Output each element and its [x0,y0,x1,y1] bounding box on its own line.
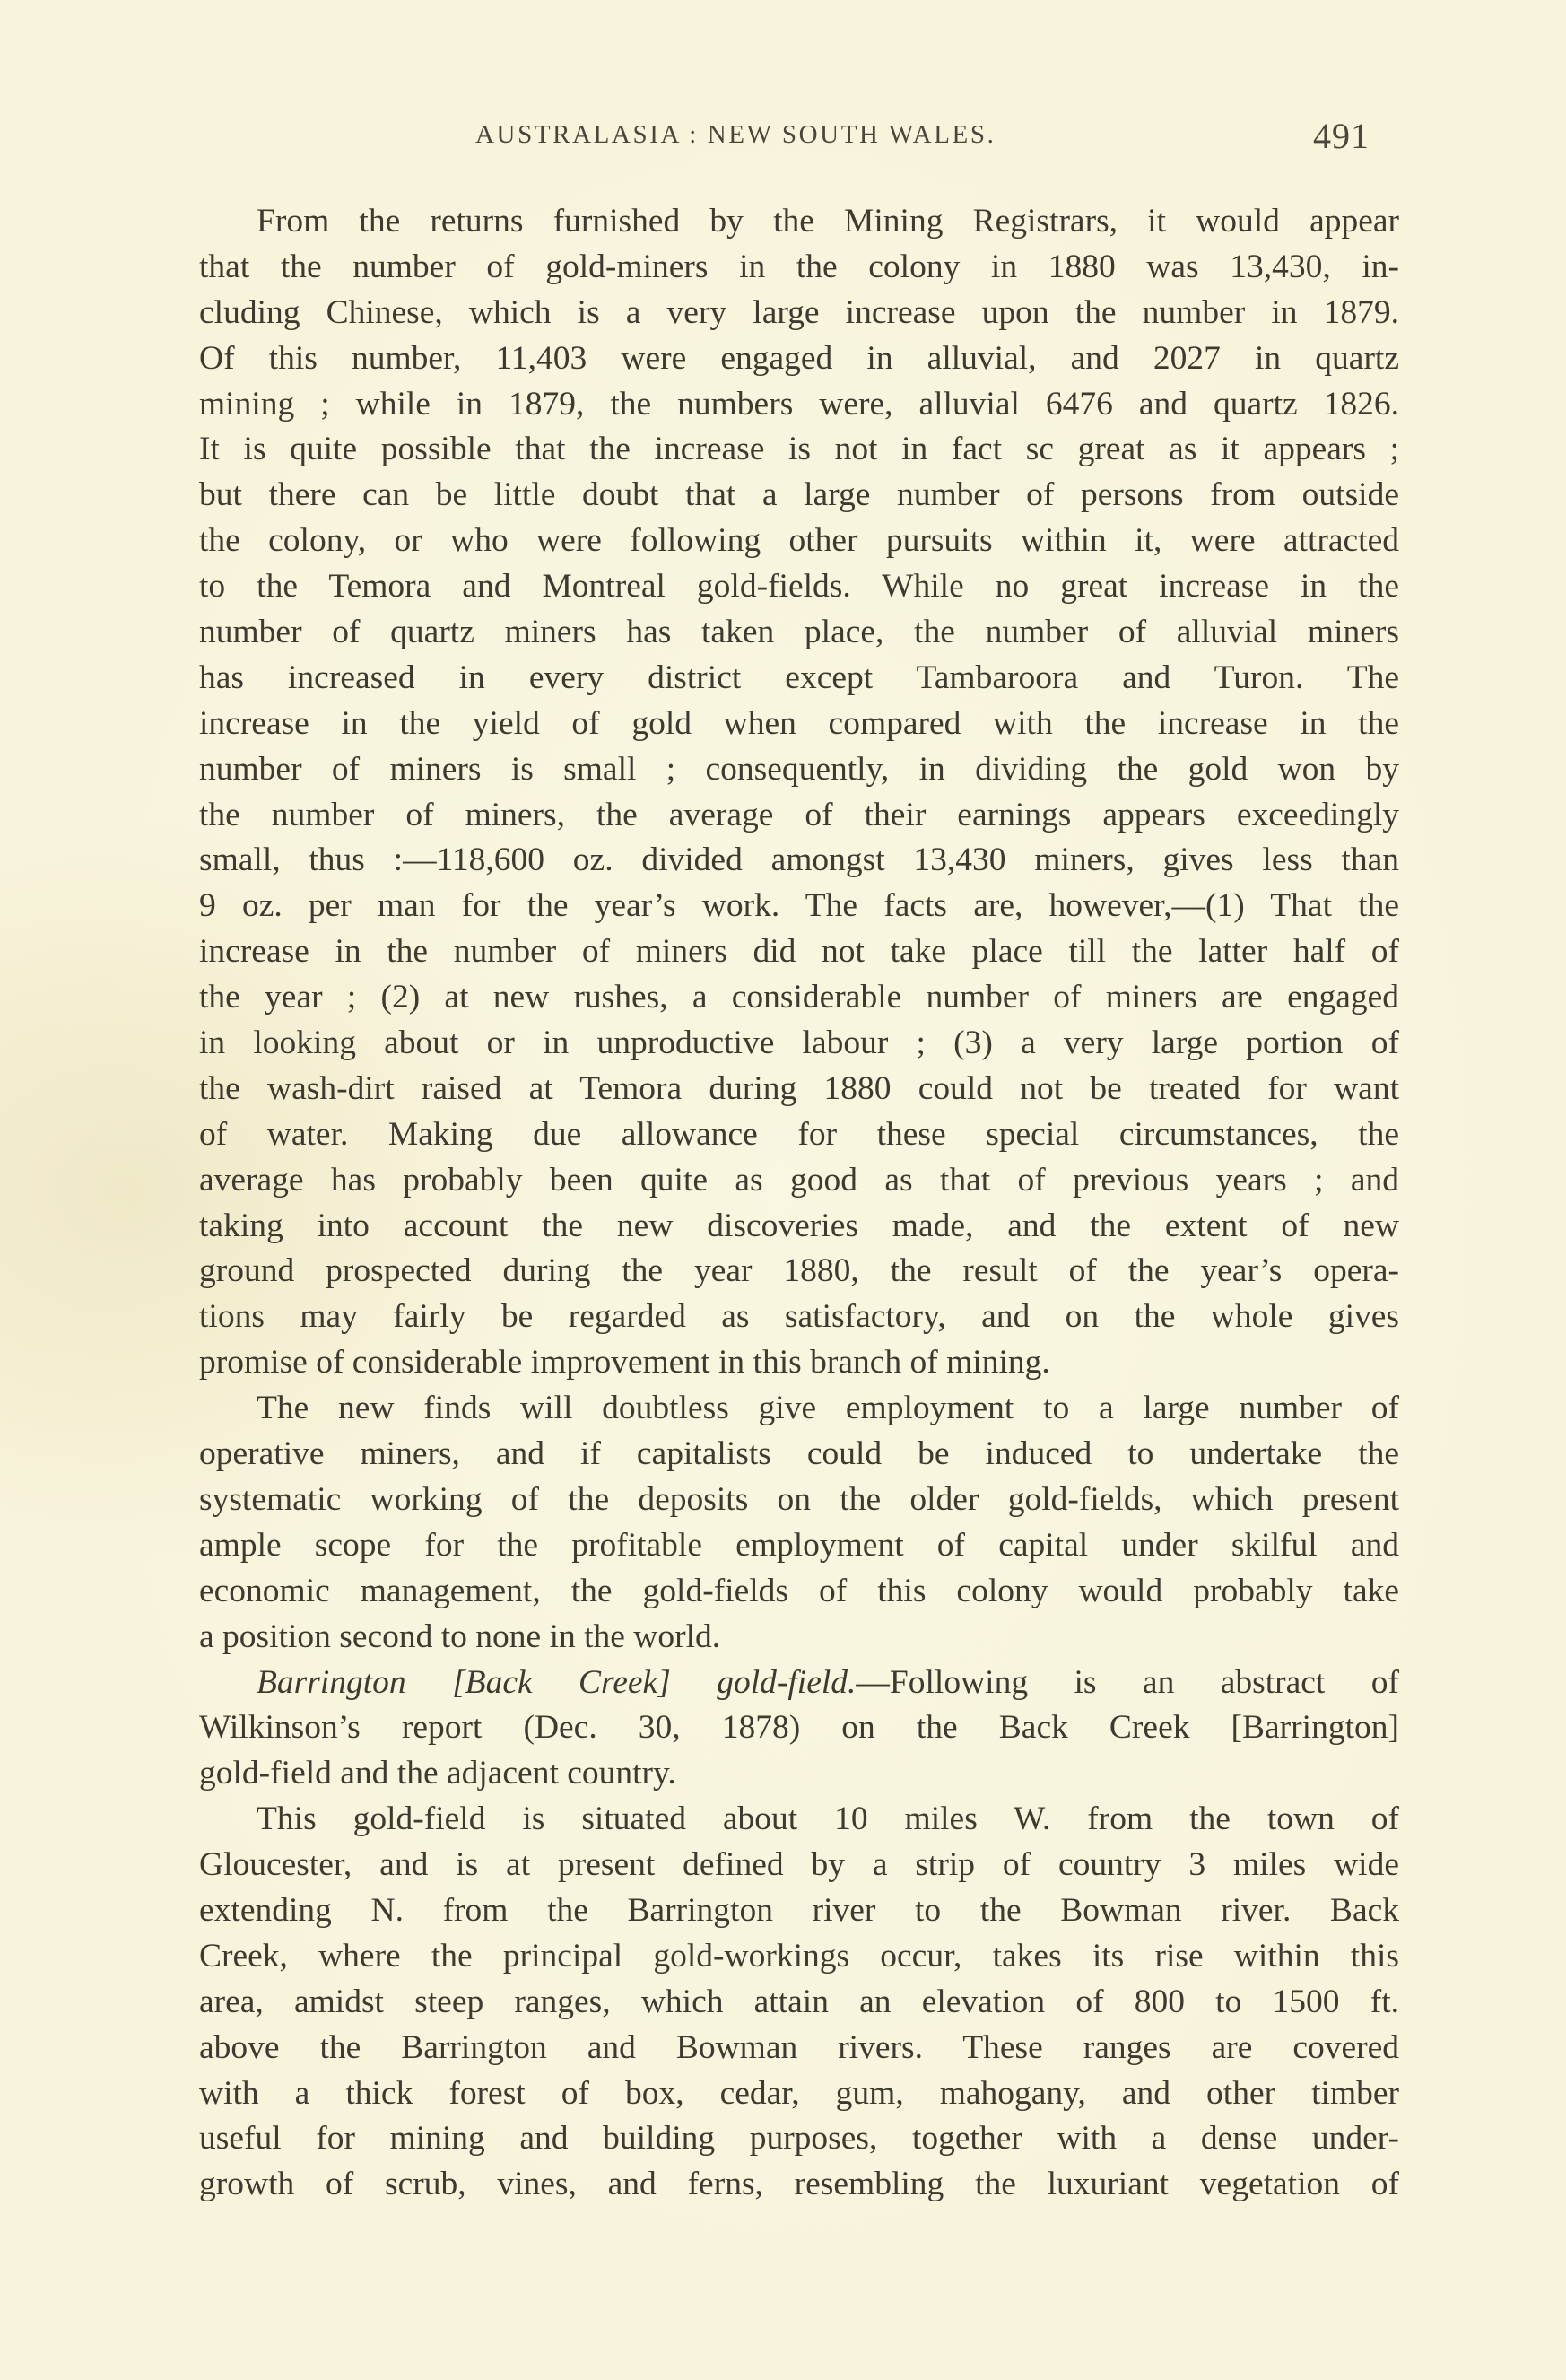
text-line: cluding Chinese, which is a very large increase upon the number in 1879. [199,293,1399,331]
paragraph-barrington-gold-field [199,1661,1399,1798]
text-line: average has probably been quite as good as that of previous years ; and [199,1161,1399,1199]
text-line: to the Temora and Montreal gold-fields. While no great increase in the [199,568,1399,606]
paragraph-gold-field-location [199,1797,1399,2208]
text-line: in looking about or in unproductive labour ; (3) a very large portion of [199,1024,1399,1062]
text-line: Gloucester, and is at present defined by a strip of country 3 miles wide [199,1846,1399,1884]
text-line: 9 oz. per man for the year’s work. The facts are, however,—(1) That the [199,887,1399,925]
text-line: the year ; (2) at new rushes, a considerable number of miners are engaged [199,979,1399,1016]
text-line: promise of considerable improvement in this branch of mining. [199,1344,1050,1382]
text-line: increase in the number of miners did not take place till the latter half of [199,933,1399,971]
text-line: but there can be little doubt that a large number of persons from outside [199,476,1399,514]
text-line: ground prospected during the year 1880, the result of the year’s opera- [199,1252,1399,1290]
page-number: 491 [1313,116,1370,156]
text-line: operative miners, and if capitalists could be induced to undertake the [199,1435,1399,1473]
text-line: tions may fairly be regarded as satisfactory, and on the whole gives [199,1298,1399,1336]
text-line: taking into account the new discoveries made, and the extent of new [199,1207,1399,1244]
text-line: the wash-dirt raised at Temora during 1880 could not be treated for want [199,1069,1399,1107]
text-line: ample scope for the profitable employment of capital under skilful and [199,1526,1399,1564]
text-line: increase in the yield of gold when compared with the increase in the [199,704,1399,742]
text-line: useful for mining and building purposes, together with a dense under- [199,2120,1399,2158]
section-heading-italic: Barrington [Back Creek] gold-field. [257,1663,857,1701]
text-line: the colony, or who were following other pursuits within it, were attracted [199,522,1399,560]
paragraph-new-finds [199,1386,1399,1660]
text-line: growth of scrub, vines, and ferns, resembling the luxuriant vegetation of [199,2166,1399,2203]
text-line: that the number of gold-miners in the colony in 1880 was 13,430, in- [199,248,1399,285]
text-line: Of this number, 11,403 were engaged in alluvial, and 2027 in quartz [199,339,1399,377]
paragraph-mining-returns [199,199,1399,1386]
text-line: small, thus :—118,600 oz. divided amongst 13,430 miners, gives less than [199,841,1399,879]
text-line [199,1661,1399,1706]
text-line: with a thick forest of box, cedar, gum, mahogany, and other timber [199,2074,1399,2112]
text-line: area, amidst steep ranges, which attain an elevation of 800 to 1500 ft. [199,1983,1399,2020]
text-line: the number of miners, the average of their earnings appears exceedingly [199,796,1399,833]
running-head [199,115,1399,160]
running-title: AUSTRALASIA : NEW SOUTH WALES. [475,120,996,149]
body-text [199,199,1399,2208]
text-run: —Following is an abstract of [856,1663,1399,1701]
text-line: mining ; while in 1879, the numbers were, alluvial 6476 and quartz 1826. [199,385,1399,423]
text-line: economic management, the gold-fields of this colony would probably take [199,1572,1399,1609]
text-line: This gold-field is situated about 10 miles W. from the town of [257,1800,1399,1838]
text-line: has increased in every district except Tambaroora and Turon. The [199,658,1399,696]
text-line: of water. Making due allowance for these special circumstances, the [199,1115,1399,1153]
text-line: systematic working of the deposits on the older gold-fields, which present [199,1480,1399,1518]
text-line: above the Barrington and Bowman rivers. These ranges are covered [199,2028,1399,2066]
text-line: It is quite possible that the increase is not in fact sc great as it appears ; [199,431,1399,468]
text-line: Creek, where the principal gold-workings occur, takes its rise within this [199,1937,1399,1975]
text-line: From the returns furnished by the Mining Registrars, it would appear [257,203,1399,240]
text-line: number of miners is small ; consequently, in dividing the gold won by [199,750,1399,788]
text-line: a position second to none in the world. [199,1617,721,1655]
text-line: extending N. from the Barrington river to the Bowman river. Back [199,1891,1399,1929]
text-line: The new finds will doubtless give employment to a large number of [257,1390,1399,1427]
text-line: gold-field and the adjacent country. [199,1755,676,1792]
text-line: Wilkinson’s report (Dec. 30, 1878) on the Back Creek [Barrington] [199,1709,1399,1747]
text-line: number of quartz miners has taken place, the number of alluvial miners [199,614,1399,651]
